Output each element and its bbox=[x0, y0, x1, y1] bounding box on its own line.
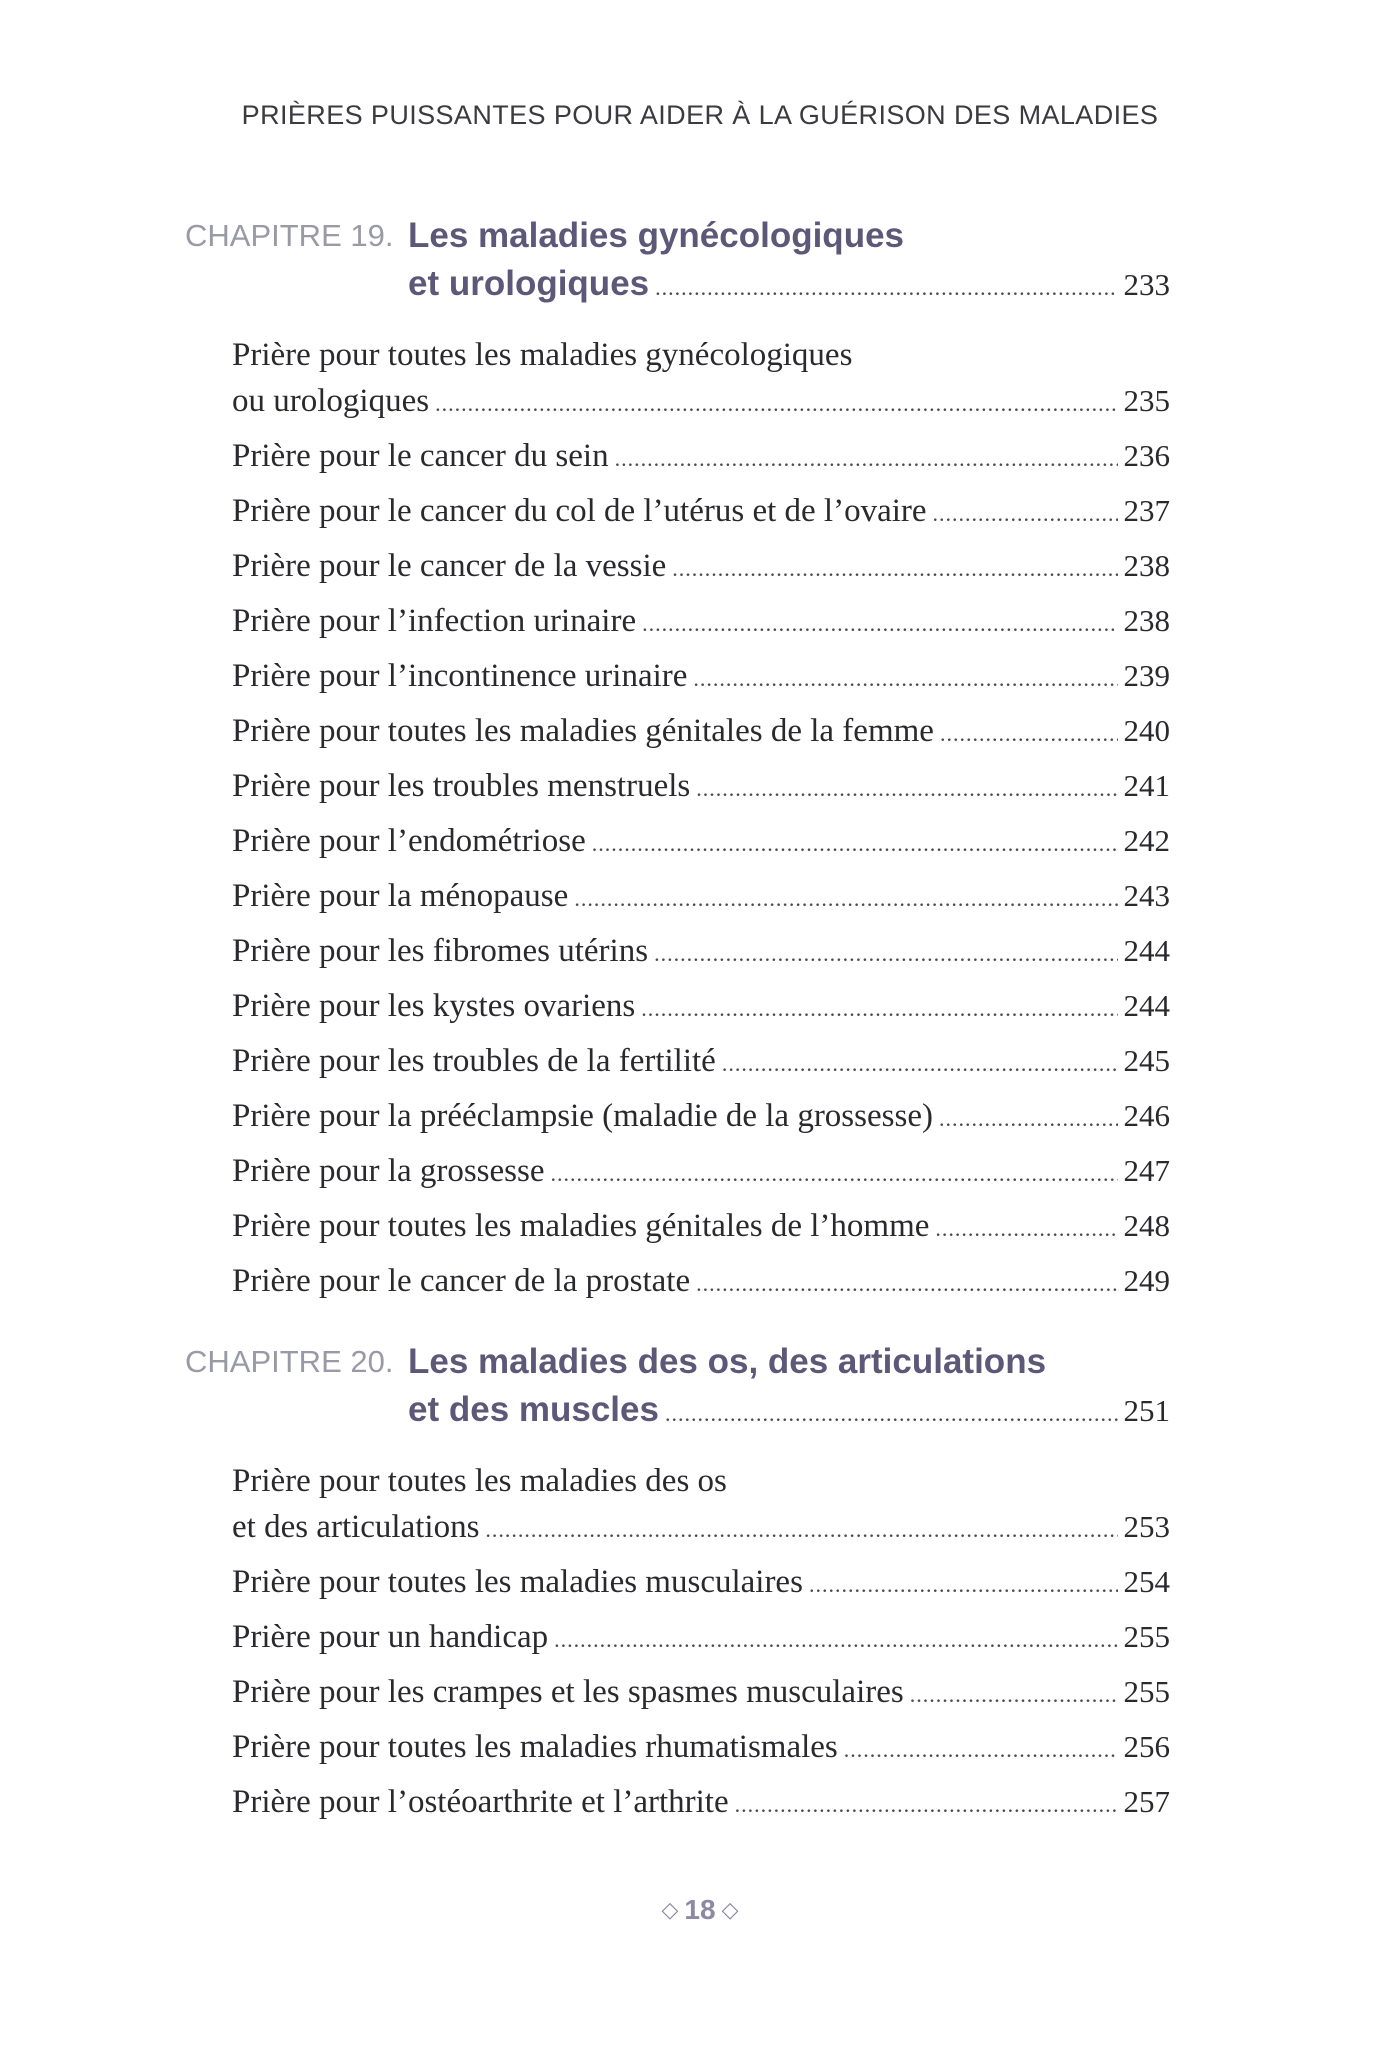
dot-leader bbox=[696, 766, 1117, 812]
toc-entry-title: Prière pour toutes les maladies musculaires bbox=[232, 1564, 803, 1600]
toc-entry-row bbox=[232, 708, 1170, 757]
diamond-ornament-icon: ◇ bbox=[721, 1897, 739, 1922]
page-ref: 249 bbox=[1123, 1263, 1170, 1298]
toc-entry[interactable] bbox=[232, 1038, 1170, 1087]
page-ref: 244 bbox=[1123, 933, 1170, 968]
dot-leader bbox=[551, 1151, 1118, 1197]
page-number bbox=[0, 1894, 1400, 1926]
toc-entry-row bbox=[232, 1258, 1170, 1307]
toc-entry-row bbox=[232, 763, 1170, 812]
toc-entry[interactable] bbox=[232, 928, 1170, 977]
dot-leader bbox=[642, 601, 1117, 647]
toc-entry-row bbox=[232, 1203, 1170, 1252]
toc-entry-title: Prière pour toutes les maladies génitales de l’homme bbox=[232, 1208, 930, 1244]
dot-leader bbox=[654, 931, 1117, 977]
page-ref: 235 bbox=[1123, 383, 1170, 418]
toc-entry-title: Prière pour le cancer du col de l’utérus et de l’ovaire bbox=[232, 493, 927, 529]
toc-entry-title: Prière pour un handicap bbox=[232, 1619, 549, 1655]
toc-entry-row bbox=[232, 818, 1170, 867]
dot-leader bbox=[665, 1390, 1118, 1438]
dot-leader bbox=[809, 1562, 1118, 1608]
page-ref: 240 bbox=[1123, 713, 1170, 748]
running-head: PRIÈRES PUISSANTES POUR AIDER À LA GUÉRISON DES MALADIES bbox=[241, 100, 1159, 130]
page-ref: 237 bbox=[1123, 493, 1170, 528]
toc-entry[interactable] bbox=[232, 598, 1170, 647]
toc-entry[interactable] bbox=[232, 1258, 1170, 1307]
toc-entry-row bbox=[232, 598, 1170, 647]
toc-entry[interactable] bbox=[232, 653, 1170, 702]
toc-entry-row bbox=[232, 873, 1170, 922]
chapter-title: Les maladies des os, des articulations bbox=[408, 1342, 1047, 1381]
toc-entry-first-line: Prière pour toutes les maladies des os bbox=[232, 1463, 727, 1499]
toc-entry[interactable] bbox=[232, 1458, 1170, 1553]
toc-entry-title: Prière pour l’ostéoarthrite et l’arthrite bbox=[232, 1784, 729, 1820]
diamond-ornament-icon: ◇ bbox=[661, 1897, 679, 1922]
chapter-title-line bbox=[408, 1386, 1170, 1438]
toc-entry-title: Prière pour la prééclampsie (maladie de la grossesse) bbox=[232, 1098, 933, 1134]
dot-leader bbox=[485, 1507, 1117, 1553]
toc-entry[interactable] bbox=[232, 1203, 1170, 1252]
toc-entry-title: Prière pour les troubles menstruels bbox=[232, 768, 691, 804]
toc-entry-title: Prière pour le cancer de la vessie bbox=[232, 548, 667, 584]
dot-leader bbox=[696, 1261, 1117, 1307]
dot-leader bbox=[940, 711, 1118, 757]
page-ref: 255 bbox=[1123, 1674, 1170, 1709]
toc-entry[interactable] bbox=[232, 433, 1170, 482]
dot-leader bbox=[435, 381, 1117, 427]
chapter-title: Les maladies gynécologiques bbox=[408, 216, 904, 255]
toc-entry-row bbox=[232, 653, 1170, 702]
toc-entry[interactable] bbox=[232, 543, 1170, 592]
chapter-title-line bbox=[408, 260, 1170, 312]
toc-entry[interactable] bbox=[232, 1779, 1170, 1828]
toc-entry[interactable] bbox=[232, 763, 1170, 812]
dot-leader bbox=[615, 436, 1118, 482]
dot-leader bbox=[554, 1617, 1117, 1663]
toc-entry-title: Prière pour toutes les maladies rhumatismales bbox=[232, 1729, 838, 1765]
chapter-label: CHAPITRE 19. bbox=[185, 218, 394, 253]
toc-entry[interactable] bbox=[232, 708, 1170, 757]
toc-entry-row bbox=[232, 1779, 1170, 1828]
chapter-title-continued: et des muscles bbox=[408, 1390, 659, 1429]
folio-number: 18 bbox=[684, 1894, 716, 1925]
page-ref: 255 bbox=[1123, 1619, 1170, 1654]
toc-entry-title: Prière pour toutes les maladies génitales de la femme bbox=[232, 713, 934, 749]
dot-leader bbox=[672, 546, 1117, 592]
toc-entry-first-line: Prière pour toutes les maladies gynécologiques bbox=[232, 337, 853, 373]
toc-entry-title: et des articulations bbox=[232, 1509, 480, 1545]
page-ref: 239 bbox=[1123, 658, 1170, 693]
page-ref: 257 bbox=[1123, 1784, 1170, 1819]
page-ref: 241 bbox=[1123, 768, 1170, 803]
toc-entry-title: Prière pour l’incontinence urinaire bbox=[232, 658, 688, 694]
page-ref: 253 bbox=[1123, 1509, 1170, 1544]
chapter-title-continued: et urologiques bbox=[408, 264, 650, 303]
toc-entry-row bbox=[232, 1504, 1170, 1553]
page-ref: 244 bbox=[1123, 988, 1170, 1023]
dot-leader bbox=[693, 656, 1117, 702]
toc-entry-row bbox=[232, 1148, 1170, 1197]
page-ref: 248 bbox=[1123, 1208, 1170, 1243]
toc-entry-row bbox=[232, 1614, 1170, 1663]
dot-leader bbox=[933, 491, 1118, 537]
dot-leader bbox=[935, 1206, 1117, 1252]
page-ref: 246 bbox=[1123, 1098, 1170, 1133]
toc-entry-title: Prière pour les kystes ovariens bbox=[232, 988, 636, 1024]
toc-entry-row bbox=[232, 433, 1170, 482]
toc-entry-title: Prière pour les crampes et les spasmes musculaires bbox=[232, 1674, 904, 1710]
toc-entry-row bbox=[232, 378, 1170, 427]
toc-entry[interactable] bbox=[232, 1148, 1170, 1197]
toc-entry-title: Prière pour le cancer de la prostate bbox=[232, 1263, 691, 1299]
toc-entry-row bbox=[232, 983, 1170, 1032]
dot-leader bbox=[655, 264, 1117, 312]
toc-entry-title: Prière pour les troubles de la fertilité bbox=[232, 1043, 716, 1079]
page-ref: 238 bbox=[1123, 548, 1170, 583]
toc-entry-row bbox=[232, 1093, 1170, 1142]
dot-leader bbox=[574, 876, 1117, 922]
toc-entry-title: Prière pour les fibromes utérins bbox=[232, 933, 649, 969]
toc-entry-row bbox=[232, 488, 1170, 537]
page-ref: 245 bbox=[1123, 1043, 1170, 1078]
toc-entry[interactable] bbox=[232, 1669, 1170, 1718]
dot-leader bbox=[735, 1782, 1118, 1828]
page-ref: 254 bbox=[1123, 1564, 1170, 1599]
page-ref: 256 bbox=[1123, 1729, 1170, 1764]
toc-entry-row bbox=[232, 1724, 1170, 1773]
page-ref: 242 bbox=[1123, 823, 1170, 858]
toc-entry-row bbox=[232, 1038, 1170, 1087]
toc-entry[interactable] bbox=[232, 1559, 1170, 1608]
toc-entry-title: Prière pour le cancer du sein bbox=[232, 438, 609, 474]
page-ref: 247 bbox=[1123, 1153, 1170, 1188]
dot-leader bbox=[722, 1041, 1118, 1087]
page-ref: 238 bbox=[1123, 603, 1170, 638]
toc-entry[interactable] bbox=[232, 1724, 1170, 1773]
toc-entry[interactable] bbox=[232, 488, 1170, 537]
dot-leader bbox=[844, 1727, 1118, 1773]
toc-entry-title: ou urologiques bbox=[232, 383, 430, 419]
toc-entry[interactable] bbox=[232, 983, 1170, 1032]
page-ref: 251 bbox=[1123, 1393, 1170, 1428]
dot-leader bbox=[939, 1096, 1118, 1142]
toc-entry-title: Prière pour la ménopause bbox=[232, 878, 569, 914]
dot-leader bbox=[910, 1672, 1118, 1718]
toc-entry-row bbox=[232, 1559, 1170, 1608]
toc-entry-title: Prière pour la grossesse bbox=[232, 1153, 545, 1189]
dot-leader bbox=[592, 821, 1118, 867]
toc-entry[interactable] bbox=[232, 873, 1170, 922]
toc-entry[interactable] bbox=[232, 818, 1170, 867]
toc-entry-row bbox=[232, 1669, 1170, 1718]
toc-entry-row bbox=[232, 928, 1170, 977]
toc-entry-title: Prière pour l’infection urinaire bbox=[232, 603, 637, 639]
toc-entry[interactable] bbox=[232, 1093, 1170, 1142]
page-ref: 233 bbox=[1123, 267, 1170, 302]
toc-entry-title: Prière pour l’endométriose bbox=[232, 823, 586, 859]
dot-leader bbox=[641, 986, 1117, 1032]
page-ref: 243 bbox=[1123, 878, 1170, 913]
toc-entry[interactable] bbox=[232, 1614, 1170, 1663]
chapter-label: CHAPITRE 20. bbox=[185, 1344, 394, 1379]
toc-entry-row bbox=[232, 543, 1170, 592]
page-ref: 236 bbox=[1123, 438, 1170, 473]
toc-entry[interactable] bbox=[232, 332, 1170, 427]
